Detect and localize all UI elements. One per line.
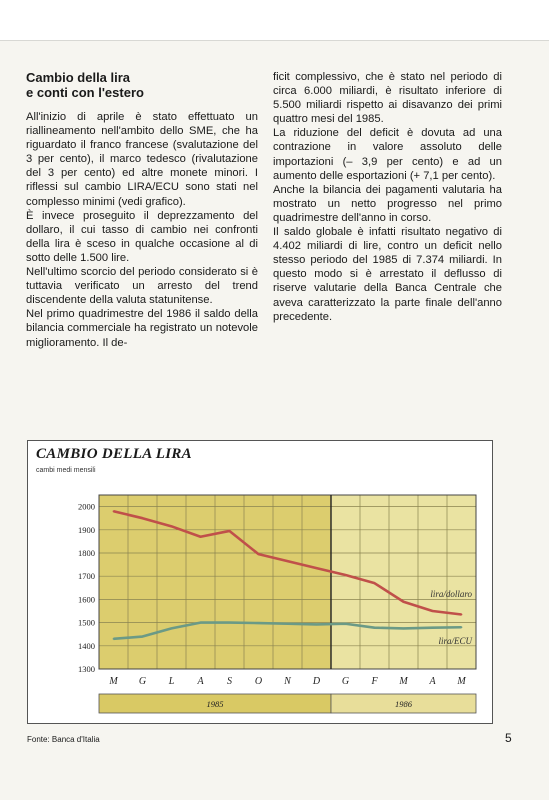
x-tick-label: M: [399, 676, 408, 687]
page-number: 5: [505, 731, 512, 745]
series-point: [432, 627, 434, 629]
x-tick-label: N: [284, 676, 291, 687]
series-label-lira-ecu: lira/ECU: [438, 635, 472, 646]
x-tick-label: A: [429, 676, 436, 687]
right-paragraph-2: La riduzione del deficit è dovuta ad una contrazione in valore assoluto delle importazioni (– 3,9 per cento) e ad un aumento delle esportazioni (+ 7,1 per cento).: [273, 127, 502, 182]
right-paragraph-3: Anche la bilancia dei pagamenti valutaria ha mostrato un netto progresso nel primo quadrimestre dell'anno in corso.: [273, 183, 502, 224]
y-tick-label: 1600: [78, 594, 95, 605]
series-point: [403, 601, 405, 603]
exchange-rate-chart: [27, 440, 493, 724]
x-tick-label: S: [227, 676, 232, 687]
x-tick-label: M: [109, 676, 118, 687]
year-label-1986: 1986: [395, 699, 412, 709]
series-point: [171, 628, 173, 630]
series-point: [345, 574, 347, 576]
x-tick-label: G: [138, 676, 147, 687]
year-label-1985: 1985: [206, 699, 224, 709]
series-point: [258, 553, 260, 555]
heading-line-1: Cambio della lira: [26, 70, 131, 85]
left-paragraph-2: È invece proseguito il deprezzamento del dollaro, il cui tasso di cambio nei confronti della lira è sceso in qualche occasione al di sotto delle 1.500 lire.: [26, 209, 258, 264]
x-tick-label: A: [197, 676, 204, 687]
series-point: [200, 536, 202, 538]
y-tick-label: 1900: [78, 524, 95, 535]
x-tick-label: F: [371, 676, 378, 687]
heading-line-2: e conti con l'estero: [26, 85, 144, 100]
page-top-band: [0, 0, 549, 41]
series-point: [200, 622, 202, 624]
chart-subtitle: cambi medi mensili: [36, 467, 96, 474]
series-point: [287, 623, 289, 625]
x-tick-label: L: [168, 676, 175, 687]
series-point: [229, 530, 231, 532]
left-paragraph-1: All'inizio di aprile è stato effettuato un riallineamento nell'ambito dello SME, che ha riguardato il franco francese (svalutazione del 3 per cento), il marco tedesco (rivalutazione del 3 per cento) ed altre monete minori. I riflessi sul cambio LIRA/ECU sono stati nel complesso minimi (vedi grafico).: [26, 111, 258, 208]
series-point: [345, 623, 347, 625]
article-left-column: [26, 70, 258, 350]
article-right-column: [273, 70, 502, 324]
y-tick-label: 1300: [78, 664, 95, 674]
right-paragraph-4: Il saldo globale è infatti risultato negativo di 4.402 miliardi di lire, contro un deficit nello stesso periodo del 1985 di 7.374 miliardi. In questo modo si è arrestato il deflusso di riserve valutarie della Banca Centrale che aveva caratterizzato la parte finale dell'anno precedente.: [273, 226, 502, 323]
article-heading: [26, 70, 258, 100]
series-point: [142, 636, 144, 638]
y-tick-label: 1500: [78, 617, 95, 628]
series-point: [374, 582, 376, 584]
series-point: [258, 622, 260, 624]
series-point: [403, 628, 405, 630]
series-point: [374, 627, 376, 629]
left-paragraph-4: Nel primo quadrimestre del 1986 il saldo della bilancia commerciale ha registrato un notevole miglioramento. Il de-: [26, 308, 258, 349]
x-tick-label: G: [341, 676, 350, 687]
series-point: [113, 510, 115, 512]
y-tick-label: 1800: [78, 548, 95, 558]
series-point: [316, 567, 318, 569]
y-tick-label: 1700: [78, 571, 95, 582]
series-point: [287, 560, 289, 562]
chart-plot-svg: [28, 441, 492, 723]
x-tick-label: M: [457, 676, 466, 687]
source-note: Fonte: Banca d'Italia: [27, 735, 100, 744]
series-point: [461, 614, 463, 616]
series-point: [432, 610, 434, 612]
x-tick-label: O: [254, 676, 263, 687]
x-tick-label: D: [312, 676, 321, 687]
y-tick-label: 1400: [78, 640, 95, 651]
chart-title: CAMBIO DELLA LIRA: [36, 446, 192, 462]
series-point: [229, 622, 231, 624]
series-point: [171, 525, 173, 527]
series-point: [142, 517, 144, 519]
series-point: [113, 638, 115, 640]
series-point: [316, 624, 318, 626]
y-tick-label: 2000: [78, 501, 95, 512]
right-paragraph-1: ficit complessivo, che è stato nel periodo di circa 6.000 miliardi, è risultato inferiore di 5.500 miliardi rispetto ai disavanzo dei primi quattro mesi del 1985.: [273, 71, 502, 126]
series-label-lira-dollaro: lira/dollaro: [430, 589, 472, 600]
series-point: [461, 626, 463, 628]
left-paragraph-3: Nell'ultimo scorcio del periodo considerato si è tuttavia verificato un arresto del trend discendente della valuta statunitense.: [26, 266, 258, 307]
